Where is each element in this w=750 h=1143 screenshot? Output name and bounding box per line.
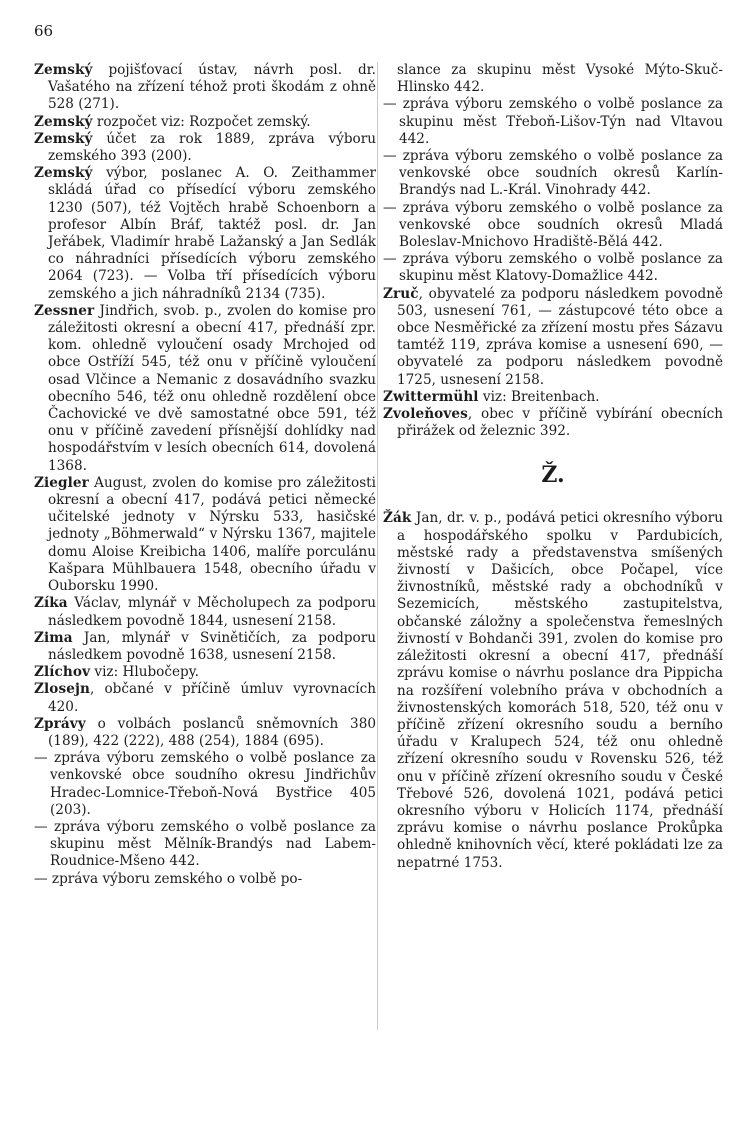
entry-text: — zpráva výboru zemského o volbě poslance za skupinu měst Třeboň-Lišov-Týn nad Vltavou 442. bbox=[383, 96, 723, 147]
entry-text: pojišťovací ústav, návrh posl. dr. Vašatého na zřízení téhož proti škodám z ohně 528 (271). bbox=[48, 62, 376, 113]
left-column bbox=[34, 62, 376, 888]
entry-heading: Žák bbox=[383, 510, 412, 527]
index-entry bbox=[34, 62, 376, 114]
index-entry bbox=[34, 303, 376, 475]
entry-text: výbor, poslanec A. O. Zeithammer skládá úřad co přísedící výboru zemského 1230 (507), též Vojtěch hrabě Schoenborn a profesor Albín Bráf, taktéž posl. dr. Jan Jeřábek, Vladimír hrabě Lažanský a Jan Sedlák co náhradníci přísedících výboru zemského 2064 (723). — Volba tří přísedících výboru zemského a jich náhradníků 2134 (735). bbox=[48, 165, 376, 302]
column-divider bbox=[377, 62, 378, 1030]
entry-text: o volbách poslanců sněmovních 380 (189), 422 (222), 488 (254), 1884 (695). bbox=[48, 715, 376, 749]
entry-text: účet za rok 1889, zpráva výboru zemského 393 (200). bbox=[48, 130, 376, 165]
index-entry bbox=[383, 510, 723, 871]
index-entry bbox=[383, 96, 723, 148]
entry-text: Jan, mlynář v Svinětičích, za podporu následkem povodně 1638, usnesení 2158. bbox=[48, 629, 376, 663]
index-entry bbox=[34, 475, 376, 595]
entry-heading: Zprávy bbox=[34, 715, 86, 732]
index-entry bbox=[383, 406, 723, 440]
entry-text: , obec v příčině vybírání obecních přirážek od železnic 392. bbox=[397, 406, 723, 440]
entry-text: viz: Hlubočepy. bbox=[90, 664, 199, 681]
entry-heading: Zvoleňoves bbox=[383, 406, 468, 423]
entry-text: — zpráva výboru zemského o volbě poslance za skupinu měst Klatovy-Domažlice 442. bbox=[383, 251, 723, 285]
right-column bbox=[383, 62, 723, 872]
entry-heading: Zemský bbox=[34, 165, 93, 182]
entry-heading: Zemský bbox=[34, 62, 93, 78]
right-column-top bbox=[383, 62, 723, 440]
entry-text: Jindřich, svob. p., zvolen do komise pro záležitosti okresní a obecní 417, přednáší zpr. kom. ohledně vyloučení osady Mrchojed od obce Ostříží 545, též onu v příčině vyloučení osad Vlčince a Nemanic z dosavádního svazku obecního 546, též onu ohledně rozdělení obce Čachovické ve dvě samostatné obce 591, též onu v příčině zavedení přísnější dohlídky nad hospodářstvím v lesích obecních 614, dovolená 1368. bbox=[48, 302, 376, 474]
index-entry bbox=[383, 389, 723, 406]
right-column-bottom bbox=[383, 510, 723, 871]
index-entry bbox=[34, 819, 376, 871]
entry-heading: Zíka bbox=[34, 595, 68, 612]
index-entry bbox=[383, 251, 723, 285]
index-entry bbox=[34, 664, 376, 681]
entry-text: — zpráva výboru zemského o volbě poslance za venkovské obce soudních okresů Mladá Boleslav-Mnichovo Hradiště-Bělá 442. bbox=[383, 199, 723, 251]
entry-heading: Zwittermühl bbox=[383, 388, 479, 405]
entry-heading: Zemský bbox=[34, 130, 93, 147]
entry-heading: Zruč bbox=[383, 285, 419, 302]
entry-text: — zpráva výboru zemského o volbě poslance za venkovské obce soudního okresu Jindřichův Hradec-Lomnice-Třeboň-Nová Bystřice 405 (203). bbox=[34, 750, 376, 818]
entry-text: — zpráva výboru zemského o volbě poslance za venkovské obce soudních okresů Karlín-Brandýs nad L.-Král. Vinohrady 442. bbox=[383, 148, 723, 199]
index-entry bbox=[34, 165, 376, 303]
entry-text: Jan, dr. v. p., podává petici okresního výboru a hospodářského spolku v Pardubicích, městské rady a představenstva smíšených živností v Dašicích, obce Počapel, více živnostníků, městské rady a obchodníků v Sezemicích, městského zastupitelstva, občanské záložny a společenstva řemeslných živností v Bohdanči 391, zvolen do komise pro záležitosti okresní a obecní 417, přednáší zprávu komise o návrhu poslance dra Pippicha na rozšíření volebního práva v obchodních a živnostenských komorách 518, 520, též onu v příčině zřízení okresního soudu a berního úřadu v Kralupech 524, též onu ohledně zřízení okresního soudu v Rovensku 526, též onu v příčině zřízení okresního soudu v České Třebové 526, dovolená 1021, podává petici okresního výboru v Holicích 1174, přednáší zprávu komise o návrhu poslance Prokůpka ohledně knihovních věcí, které pokládati lze za nepatrné 1753. bbox=[397, 510, 723, 871]
entry-heading: Zessner bbox=[34, 302, 95, 319]
index-entry bbox=[34, 716, 376, 750]
page-number: 66 bbox=[34, 22, 54, 40]
entry-text: rozpočet viz: Rozpočet zemský. bbox=[92, 113, 311, 130]
index-entry bbox=[34, 114, 376, 131]
entry-heading: Zlíchov bbox=[34, 664, 91, 681]
entry-text: Václav, mlynář v Měcholupech za podporu následkem povodně 1844, usnesení 2158. bbox=[48, 595, 376, 629]
index-entry bbox=[34, 131, 376, 165]
entry-text: — zpráva výboru zemského o volbě poslance za skupinu měst Mělník-Brandýs nad Labem-Roudnice-Mšeno 442. bbox=[34, 818, 376, 870]
entry-heading: Zlosejn bbox=[34, 681, 90, 698]
index-entry bbox=[34, 595, 376, 629]
index-entry bbox=[34, 871, 376, 888]
entry-text: , občané v příčině úmluv vyrovnacích 420. bbox=[48, 681, 376, 715]
section-letter: Ž. bbox=[541, 462, 565, 489]
index-entry bbox=[34, 750, 376, 819]
entry-text: , obyvatelé za podporu následkem povodně 503, usnesení 761, — zástupcové této obce a obce Nesměřické za zřízení mostu přes Sázavu tamtéž 119, zpráva komise a usnesení 690, — obyvatelé za podporu následkem povodně 1725, usnesení 2158. bbox=[397, 285, 723, 388]
entry-heading: Zemský bbox=[34, 113, 93, 130]
entry-text: slance za skupinu měst Vysoké Mýto-Skuč-Hlinsko 442. bbox=[397, 62, 723, 96]
index-entry bbox=[34, 681, 376, 715]
entry-text: — zpráva výboru zemského o volbě po- bbox=[34, 870, 303, 887]
entry-text: viz: Breitenbach. bbox=[478, 388, 600, 405]
index-entry bbox=[383, 148, 723, 200]
index-entry bbox=[383, 62, 723, 96]
index-entry bbox=[383, 200, 723, 252]
entry-text: August, zvolen do komise pro záležitosti okresní a obecní 417, podává petici německé učitelské jednoty v Nýrsku 533, hasičské jednoty „Böhmerwald“ v Nýrsku 1367, majitele domu Aloise Kreibicha 1406, malíře porculánu Kašpara Mühlbauera 1548, obecního úřadu v Ouborsku 1990. bbox=[48, 474, 376, 595]
index-entry bbox=[34, 630, 376, 664]
entry-heading: Zima bbox=[34, 629, 73, 646]
index-entry bbox=[383, 286, 723, 389]
entry-heading: Ziegler bbox=[34, 474, 89, 491]
